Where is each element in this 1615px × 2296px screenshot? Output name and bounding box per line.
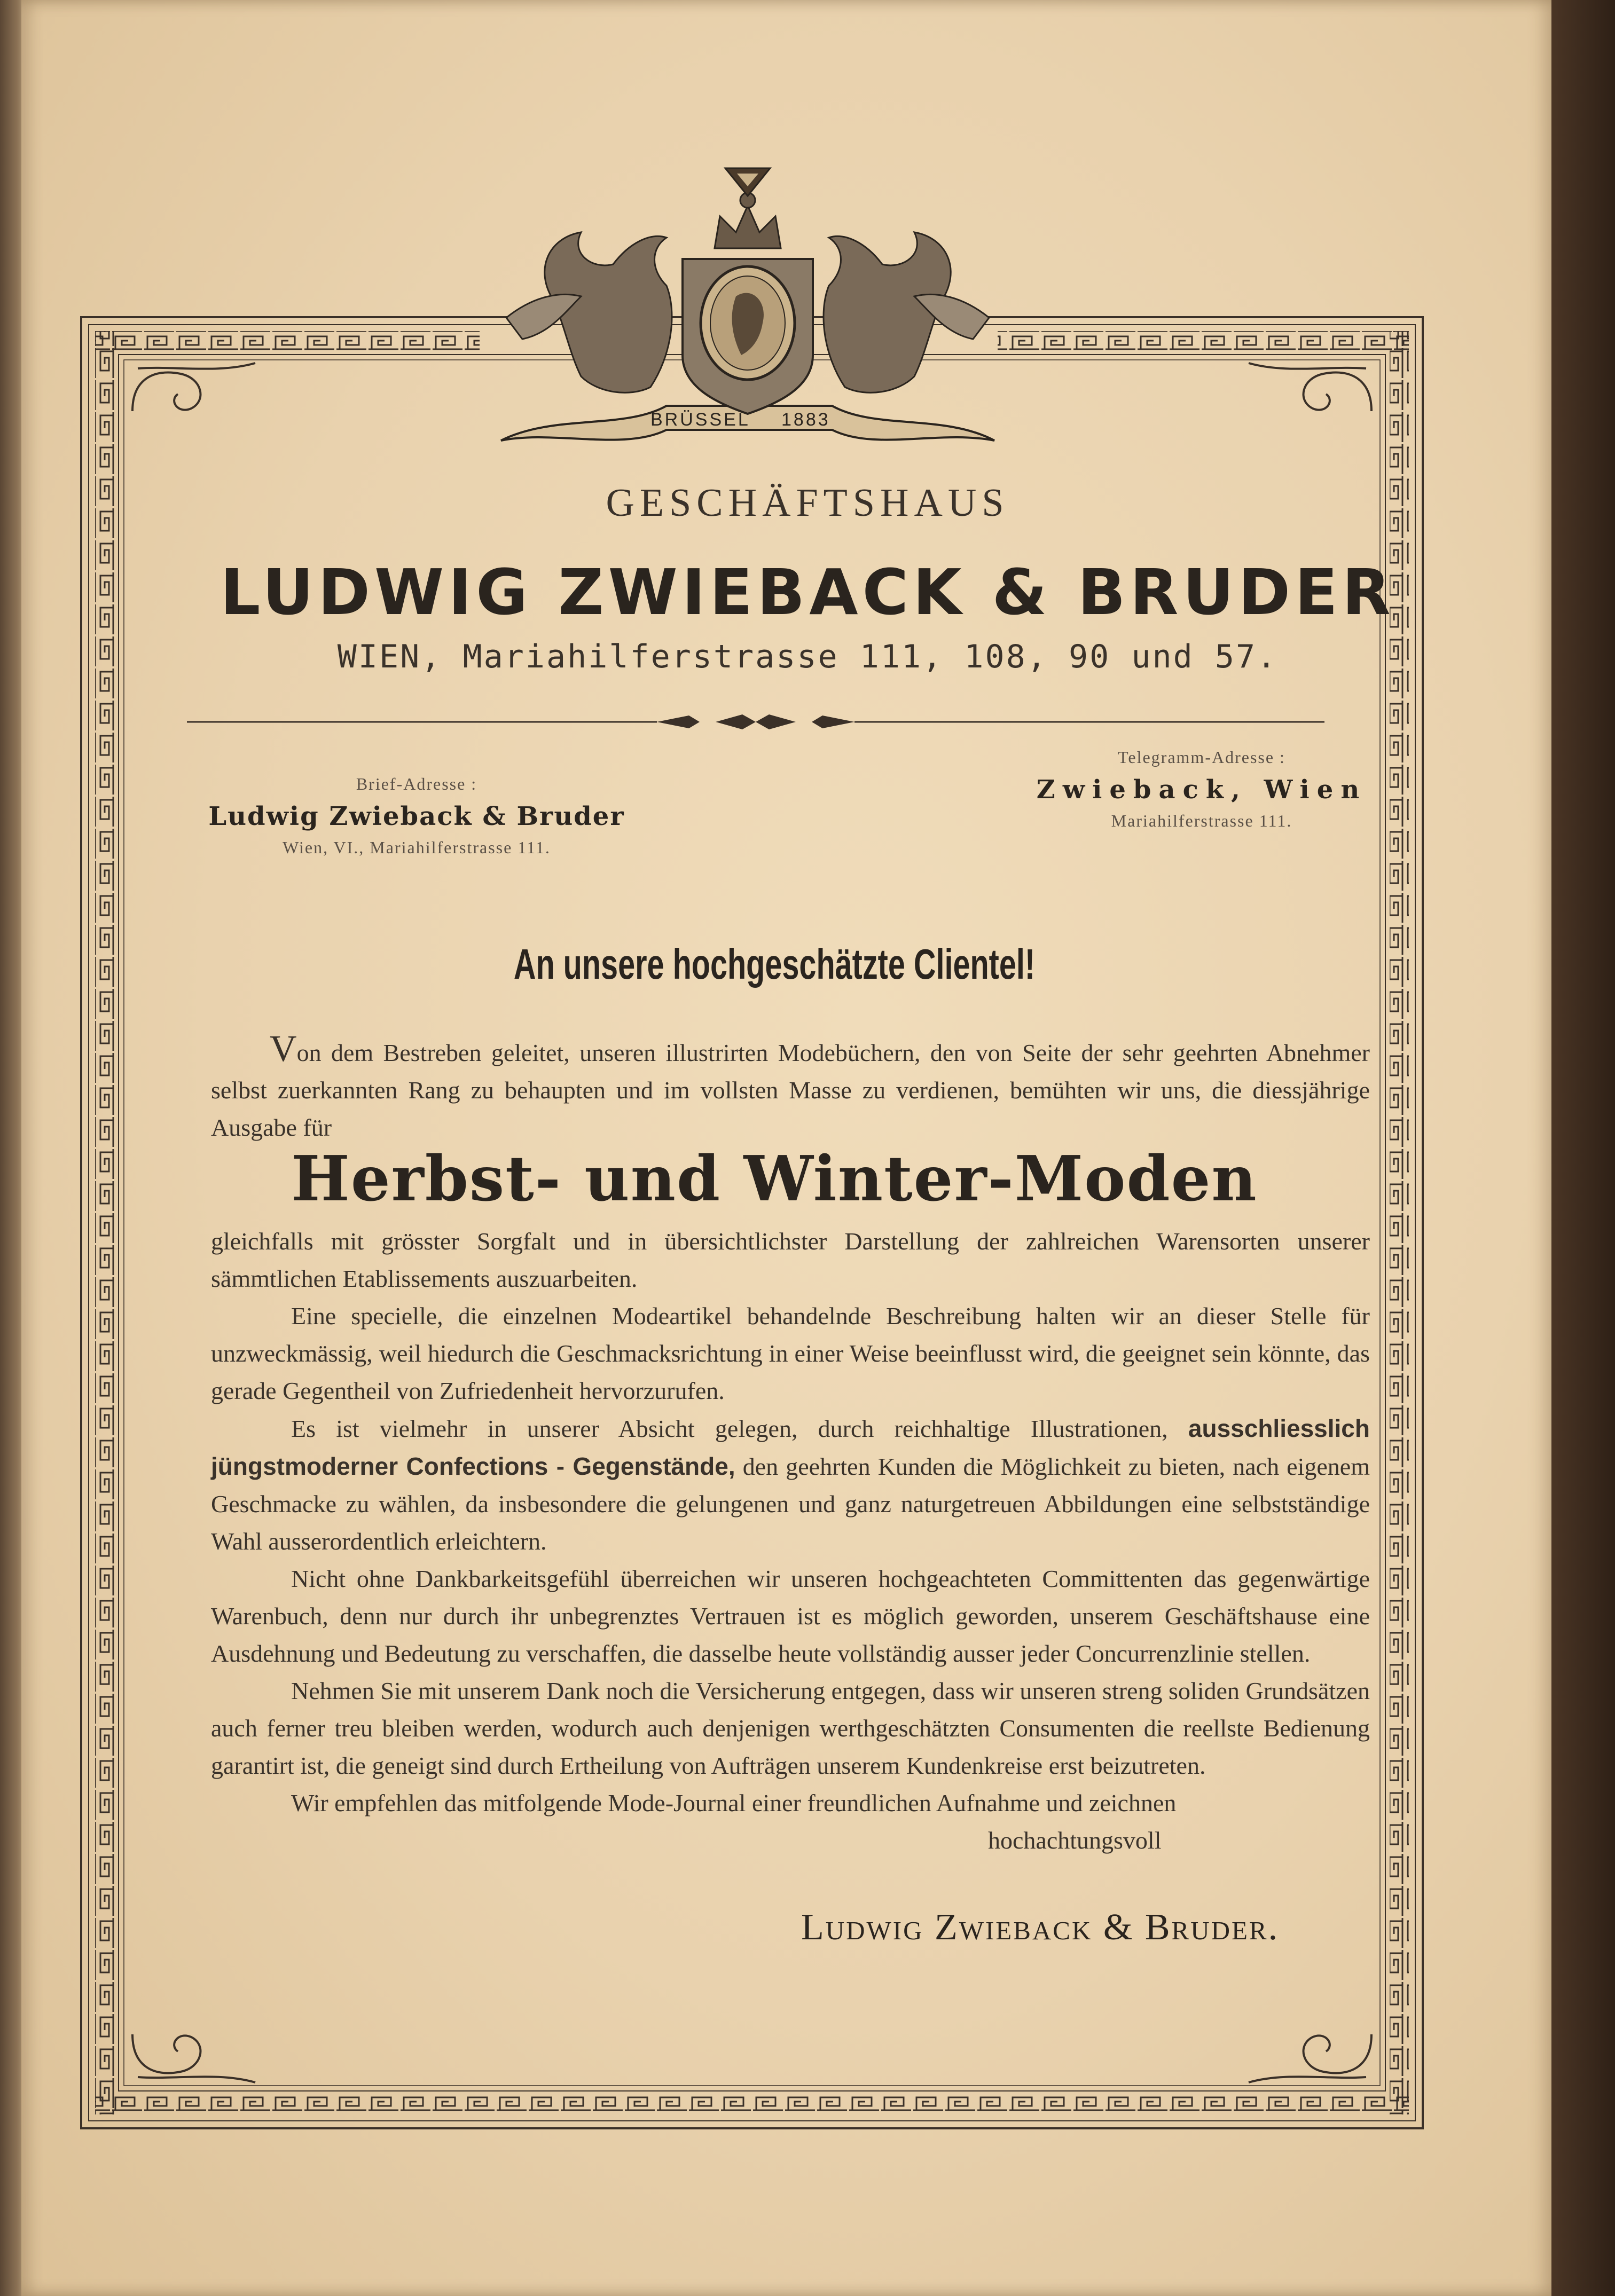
telegram-address-street: Mariahilferstrasse 111. [1111,811,1292,830]
coat-of-arms [490,163,1005,462]
headline: Herbst- und Winter-Moden [291,1143,1258,1215]
header-address: WIEN, Mariahilferstrasse 111, 108, 90 und 57. [337,638,1278,675]
paragraph-2: Eine specielle, die einzelnen Modeartikel behandelnde Beschreibung halten wir an dieser Stelle für unzweckmässig, weil hiedurch die Geschmacksrichtung in einer Weise beeinflusst wird, die geeignet sein könnte, das gerade Gegentheil von Zufriedenheit hervorzurufen. [211,1302,1370,1404]
body-paragraphs [211,1223,1370,1822]
paragraph-5: Nehmen Sie mit unserem Dank noch die Versicherung entgegen, dass wir unseren streng soliden Grundsätzen auch ferner treu bleiben werden, wodurch auch denjenigen werthgeschätzten Consumenten die reellste Bedienung garantirt ist, die geneigt sind durch Ertheilung von Aufträgen unserem Kundenkreise erst beizutreten. [211,1677,1370,1779]
paragraph-1: gleichfalls mit grösster Sorgfalt und in übersichtlichster Darstellung der zahlreichen Warensorten unserer sämmtlichen Etablissements auszuarbeiten. [211,1228,1370,1292]
brief-address-block [176,774,657,858]
header-title: LUDWIG ZWIEBACK & BRUDER [220,555,1395,629]
paragraph-6: Wir empfehlen das mitfolgende Mode-Journal einer freundlichen Aufnahme und zeichnen [291,1789,1177,1817]
signature: Ludwig Zwieback & Bruder. [801,1907,1280,1948]
header-subtitle: GESCHÄFTSHAUS [606,481,1009,525]
telegram-address-block [999,748,1405,831]
book-edge [1551,0,1615,2296]
greeting-heading: An unsere hochgeschätzte Clientel! [513,940,1036,988]
intro-dropcap: V [270,1028,297,1070]
paragraph-3-bold: ausschliesslich jüngstmoderner Confections - Gegenstände, [211,1414,1370,1480]
telegram-address-name: Zwieback, Wien [1036,775,1367,805]
telegram-address-label: Telegramm-Adresse : [1118,748,1285,767]
paragraph-3-start: Es ist vielmehr in unserer Absicht gelegen, durch reichhaltige Illustrationen, [291,1415,1168,1442]
paragraph-3-end: den geehrten Kunden die Möglichkeit zu bieten, nach eigenem Geschmacke zu wählen, da insbesondere die gelungenen und ganz naturgetreuen Abbildungen eine selbstständige Wahl ausserordentlich erleichtern. [211,1453,1370,1555]
ornamental-rule [187,710,1324,732]
brief-address-street: Wien, VI., Mariahilferstrasse 111. [283,838,551,857]
paragraph-4: Nicht ohne Dankbarkeitsgefühl überreichen wir unseren hochgeachteten Committenten das gegenwärtige Warenbuch, denn nur durch ihr unbegrenztes Vertrauen ist es möglich geworden, unserem Geschäftshause eine Ausdehnung und Bedeutung zu verschaffen, die dasselbe heute vollständig ausser jeder Concurrenzlinie stellen. [211,1565,1370,1667]
paragraph-3 [211,1410,1370,1560]
closing-text: hochachtungsvoll [988,1827,1162,1854]
brief-address-label: Brief-Adresse : [356,774,477,793]
ribbon-text-right: 1883 [781,410,830,430]
brief-address-name: Ludwig Zwieback & Bruder [208,801,625,831]
ribbon-text-left: BRÜSSEL [650,410,750,430]
intro-text: on dem Bestreben geleitet, unseren illustrirten Modebüchern, den von Seite der sehr geehrten Abnehmer selbst zuerkannten Rang zu behaupten und im vollsten Masse zu verdienen, bemühten wir uns, die diessjährige Ausgabe für [211,1039,1370,1141]
intro-paragraph [211,1028,1370,1146]
